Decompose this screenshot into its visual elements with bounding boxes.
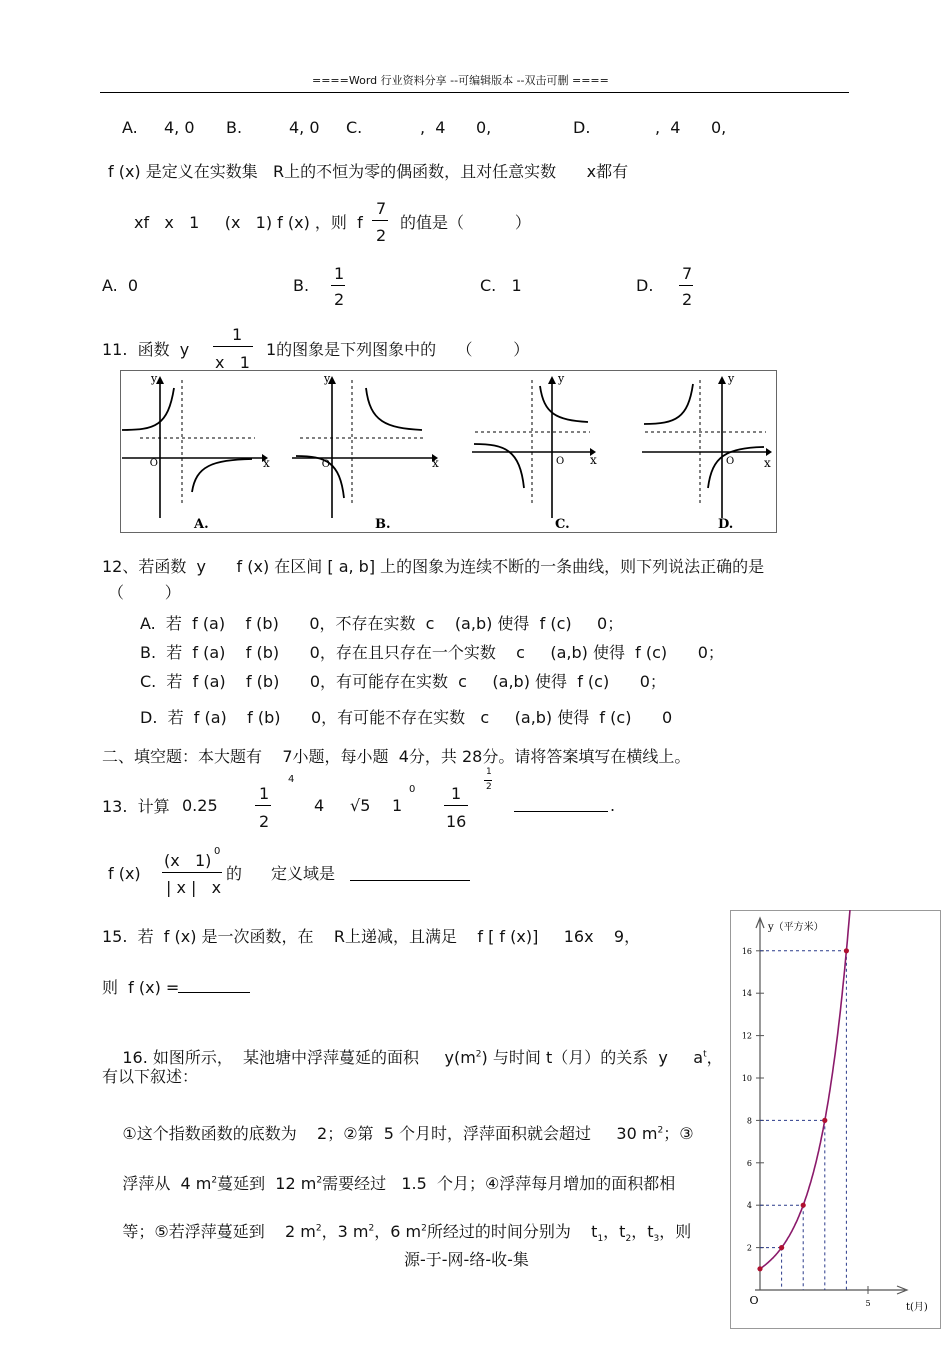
graph-b-y-label: y xyxy=(324,372,331,385)
q14-num-exp: 0 xyxy=(214,846,221,857)
q16-y-tick-label: 6 xyxy=(746,1158,752,1168)
graph-b-origin: O xyxy=(321,459,330,470)
q9-option-b-label: B. xyxy=(226,118,243,137)
graph-c-x-label: x xyxy=(590,453,597,467)
q12-option-b: B. 若 f (a) f (b) 0，存在且只存在一个实数 c (a,b) 使得 f (c) 0； xyxy=(140,643,724,662)
graph-c-curve-left xyxy=(474,444,524,488)
graph-d-curve-left xyxy=(644,384,693,424)
q16-l5-g: ，则 xyxy=(659,1222,692,1241)
q11-frac-bar xyxy=(213,346,253,347)
graph-b-curve-right xyxy=(366,388,422,430)
q11-tail: 1的图象是下列图象中的 （ ） xyxy=(266,340,530,359)
q10-option-a: A. 0 xyxy=(102,276,139,295)
q16-area-graph xyxy=(730,910,942,1330)
q16-x-tick-label: 5 xyxy=(865,1299,871,1308)
q16-l1-sup2: t xyxy=(703,1049,707,1060)
graph-d[interactable] xyxy=(642,372,772,532)
q16-l1-d: ， xyxy=(706,1048,723,1067)
graph-c-label: C. xyxy=(555,517,570,532)
q15-line2: 则 f (x) = xyxy=(102,978,180,997)
q16-point xyxy=(801,1203,806,1208)
q16-graph-frame xyxy=(731,911,941,1329)
q10-option-b-den: 2 xyxy=(334,290,345,309)
q13-f1-num: 1 xyxy=(259,784,270,803)
q12-option-d: D. 若 f (a) f (b) 0，有可能不存在实数 c (a,b) 使得 f (c) 0 xyxy=(140,708,673,727)
q16-y-tick-label: 14 xyxy=(741,989,752,999)
q13-v1: 0.25 xyxy=(182,796,218,815)
q16-y-tick-label: 4 xyxy=(746,1201,752,1211)
graph-b-curve-left xyxy=(296,456,344,498)
graph-d-curve-right xyxy=(708,447,764,488)
q16-l5-f: ，t xyxy=(631,1222,654,1241)
q16-l5-a: 等；⑤若浮萍蔓延到 2 m xyxy=(122,1222,316,1241)
q13-exp0: 0 xyxy=(409,784,416,795)
q16-l5-sup-c: 2 xyxy=(421,1223,427,1234)
q16-l4-c: 需要经过 1.5 个月；④浮萍每月增加的面积都相 xyxy=(322,1174,676,1193)
q11-frac-num: 1 xyxy=(232,325,243,344)
q10-option-b-bar xyxy=(331,285,345,286)
q14-tail: 定义域是 xyxy=(271,864,336,883)
graph-c-y-arrow xyxy=(548,376,556,384)
graph-a[interactable] xyxy=(122,372,270,532)
q13-f1-bar xyxy=(255,805,271,806)
graph-d-y-label: y xyxy=(728,372,735,385)
q16-l5-b: ，3 m xyxy=(321,1222,369,1241)
graph-a-origin: O xyxy=(149,458,158,469)
q10-option-b-num: 1 xyxy=(334,264,345,283)
graph-a-x-label: x xyxy=(263,456,270,470)
q13-f2-bar xyxy=(444,805,468,806)
q16-l1-a: 16. 如图所示， 某池塘中浮萍蔓延的面积 xyxy=(122,1048,420,1067)
q10-option-d-den: 2 xyxy=(682,290,693,309)
q13-f1-den: 2 xyxy=(259,812,270,831)
q16-point xyxy=(844,948,849,953)
graph-c-curve-right xyxy=(540,386,588,422)
q10-option-d: D. xyxy=(636,276,654,295)
q9-option-b-value: 4, 0 xyxy=(289,118,320,137)
graph-d-y-arrow xyxy=(718,376,726,384)
graph-a-y-label: y xyxy=(151,372,158,385)
q9-option-d-value: , 4 0, xyxy=(655,118,727,137)
graph-a-curve-left xyxy=(122,388,174,430)
q13-exp-num: 1 xyxy=(486,767,492,777)
q16-y-tick-label: 10 xyxy=(741,1074,752,1083)
q16-l5-e: ，t xyxy=(603,1222,626,1241)
q16-l4-a: 浮萍从 4 m xyxy=(122,1174,212,1193)
q14-den: | x | x xyxy=(166,878,222,897)
q11-frac-den: x 1 xyxy=(215,353,250,372)
q9-option-d-label: D. xyxy=(573,118,591,137)
q13-v4: 4 xyxy=(314,796,325,815)
q13-answer-blank[interactable] xyxy=(514,793,608,812)
q12-option-a: A. 若 f (a) f (b) 0，不存在实数 c (a,b) 使得 f (c) 0； xyxy=(140,614,624,633)
q16-y-tick-label: 12 xyxy=(741,1031,752,1041)
q15-answer-blank[interactable] xyxy=(178,975,250,993)
graph-d-x-label: x xyxy=(764,456,771,470)
graph-b[interactable] xyxy=(292,372,439,532)
header-rule xyxy=(100,92,849,93)
q16-l1-c: ) 与时间 t（月）的关系 y a xyxy=(481,1048,704,1067)
q16-x-label: t(月) xyxy=(906,1302,928,1313)
q11-graphs xyxy=(120,370,778,534)
q16-l5-sup-b: 2 xyxy=(368,1223,375,1234)
q16-l3-a: ①这个指数函数的底数为 2；②第 5 个月时，浮萍面积就会超过 30 m xyxy=(122,1124,658,1143)
q16-y-tick-label: 16 xyxy=(741,946,752,956)
graph-a-curve-right xyxy=(192,459,252,492)
q9-option-a-value: 4, 0 xyxy=(164,118,195,137)
q16-l5-sub3: 3 xyxy=(653,1234,660,1245)
q16-origin: O xyxy=(749,1294,759,1307)
q10-option-d-bar xyxy=(679,285,693,286)
q16-point xyxy=(779,1245,784,1250)
graph-d-label: D. xyxy=(718,517,734,532)
q10-option-b: B. xyxy=(293,276,310,295)
q13-f2-num: 1 xyxy=(451,784,462,803)
graph-a-label: A. xyxy=(194,517,209,532)
q10-line2-a: xf x 1 (x 1) f (x) ，则 f xyxy=(134,213,363,232)
q16-y-label: y（平方米） xyxy=(768,922,824,933)
graph-b-x-label: x xyxy=(432,456,439,470)
q10-line2-b: 的值是（ ） xyxy=(400,213,531,232)
q11-lead: 11. 函数 y xyxy=(102,340,190,359)
q16-l5-sub1: 1 xyxy=(597,1234,604,1245)
q13-exp4: 4 xyxy=(288,774,295,785)
q9-option-c-value: , 4 0, xyxy=(420,118,492,137)
graph-c-y-label: y xyxy=(558,372,565,385)
graph-c-origin: O xyxy=(556,456,565,467)
q12-option-c: C. 若 f (a) f (b) 0，有可能存在实数 c (a,b) 使得 f (c) 0； xyxy=(140,672,666,691)
q12-paren: （ ） xyxy=(108,583,181,602)
q10-frac-den: 2 xyxy=(376,226,387,245)
q9-option-a-label: A. xyxy=(122,118,138,137)
graph-d-origin: O xyxy=(726,456,735,467)
q13-sqrt: √5 xyxy=(350,796,371,815)
q14-answer-blank[interactable] xyxy=(350,862,470,881)
q16-l5-c: ，6 m xyxy=(374,1222,422,1241)
page-footer: 源-于-网-络-收-集 xyxy=(404,1250,529,1269)
graph-d-x-arrow xyxy=(766,448,772,456)
q13-v1b: 1 xyxy=(392,796,403,815)
q16-l4-sup-b: 2 xyxy=(316,1175,323,1186)
q12-stem: 12、若函数 y f (x) 在区间 [ a, b] 上的图象为连续不断的一条曲线，则下列说法正确的是 xyxy=(102,557,765,576)
q14-de: 的 xyxy=(226,864,243,883)
q10-frac-bar xyxy=(372,220,388,221)
q16-l3-b: ；③ xyxy=(663,1124,694,1143)
q16-l3-sup: 2 xyxy=(657,1125,664,1136)
q15-line1: 15. 若 f (x) 是一次函数，在 R上递减，且满足 f [ f (x)] 16x 9， xyxy=(102,927,641,946)
q16-l5-d: 所经过的时间分别为 t xyxy=(426,1222,598,1241)
q10-frac-num: 7 xyxy=(376,199,387,218)
q16-l4-b: 蔓延到 12 m xyxy=(217,1174,317,1193)
q16-y-tick-label: 8 xyxy=(746,1116,752,1126)
q10-option-c: C. 1 xyxy=(480,276,522,295)
q10-option-d-num: 7 xyxy=(682,264,693,283)
q13-exp-bar xyxy=(484,780,492,781)
section-2-heading: 二、填空题：本大题有 7小题，每小题 4分，共 28分。请将答案填写在横线上。 xyxy=(102,747,691,766)
page-header: ====Word 行业资料分享 --可编辑版本 --双击可删 ==== xyxy=(312,74,609,87)
q16-y-tick-label: 2 xyxy=(746,1243,752,1253)
q10-line1: f (x) 是定义在实数集 R上的不恒为零的偶函数，且对任意实数 x都有 xyxy=(108,162,629,181)
q16-l1-b: y(m xyxy=(444,1048,476,1067)
q16-point xyxy=(822,1118,827,1123)
graph-c[interactable] xyxy=(472,372,597,532)
q14-frac-bar xyxy=(162,872,222,873)
q16-l4-sup-a: 2 xyxy=(211,1175,218,1186)
q14-fx: f (x) xyxy=(108,864,141,883)
q13-exp-den: 2 xyxy=(486,782,492,792)
q9-option-c-label: C. xyxy=(346,118,363,137)
q16-l5-sub2: 2 xyxy=(625,1234,632,1245)
q13-f2-den: 16 xyxy=(446,812,467,831)
q16-l1-sup: 2 xyxy=(475,1049,482,1060)
q16-l5-sup-a: 2 xyxy=(315,1223,322,1234)
q14-num: (x 1) xyxy=(164,851,212,870)
graph-b-label: B. xyxy=(375,517,391,532)
q16-point xyxy=(757,1266,762,1271)
q16-line5 xyxy=(102,1200,691,1263)
q13-end: . xyxy=(610,796,616,815)
q13-lead: 13. 计算 xyxy=(102,797,170,816)
q16-line2: 有以下叙述： xyxy=(102,1067,199,1086)
